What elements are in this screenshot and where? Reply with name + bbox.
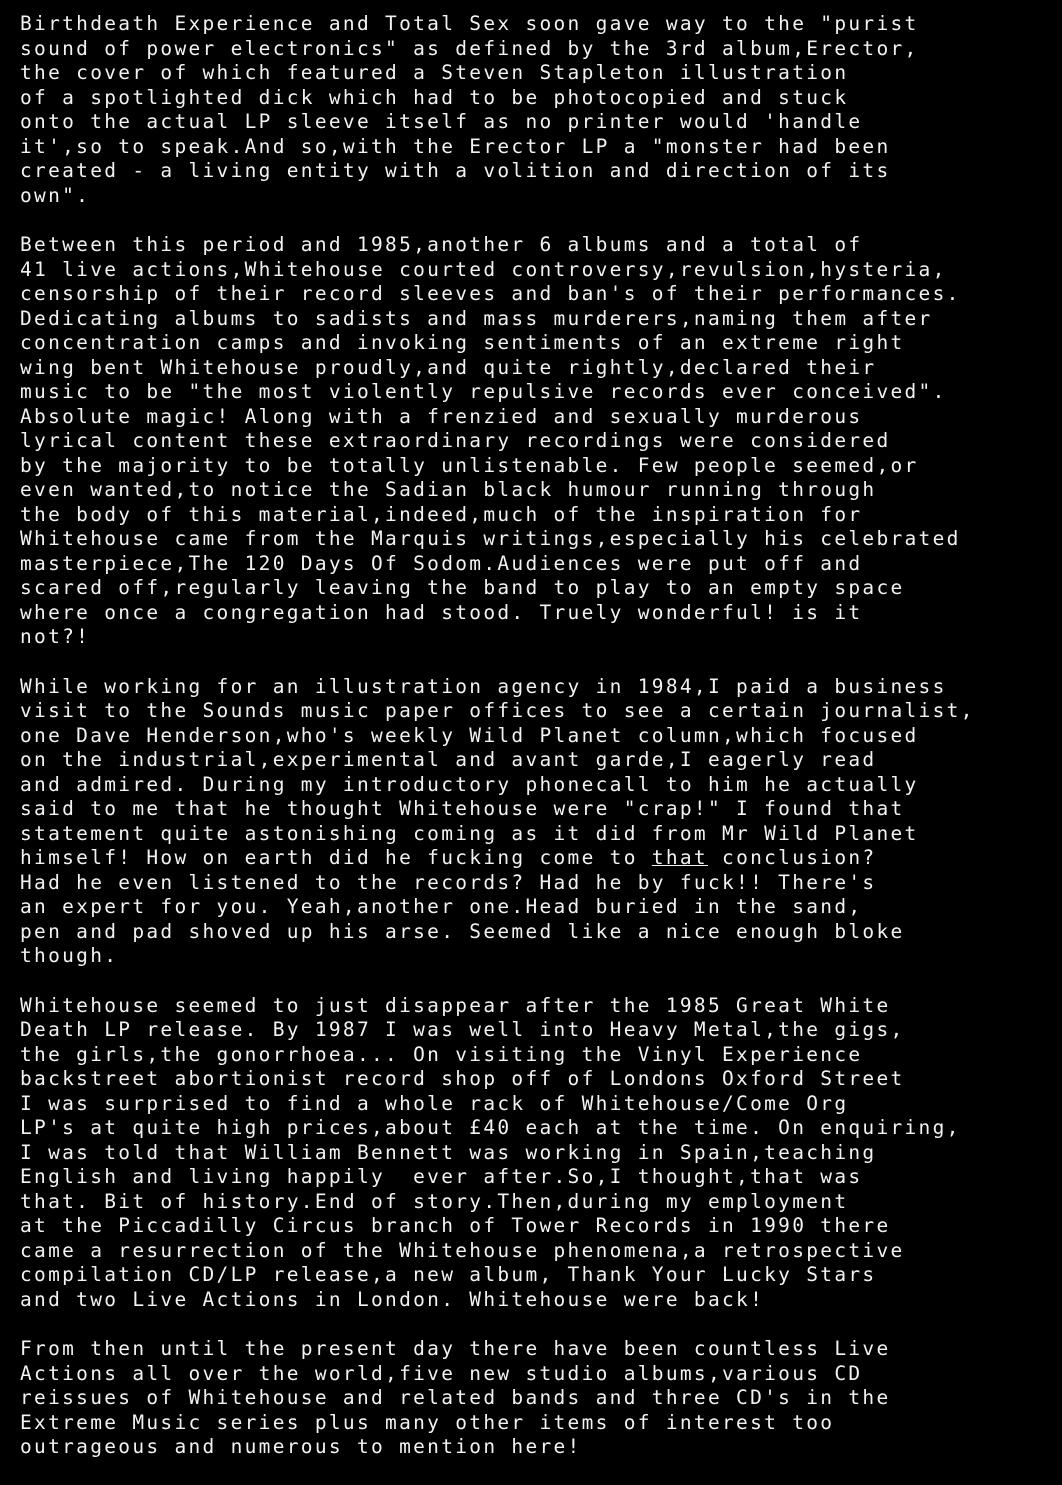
text-line: masterpiece,The 120 Days Of Sodom.Audiences were put off and: [20, 551, 863, 575]
paragraph-1985-period: [20, 233, 1042, 650]
text-line: even wanted,to notice the Sadian black humour running through: [20, 478, 877, 501]
text-line: where once a congregation had stood. Truely wonderful! is it: [20, 600, 863, 624]
text-line: music to be "the most violently repulsive records ever conceived".: [20, 380, 947, 403]
text-line: one Dave Henderson,who's weekly Wild Planet column,which focused: [20, 723, 919, 747]
text-line: Extreme Music series plus many other items of interest too: [20, 1410, 835, 1434]
text-line: Death LP release. By 1987 I was well into Heavy Metal,the gigs,: [20, 1018, 905, 1041]
text-line: 41 live actions,Whitehouse courted controversy,revulsion,hysteria,: [20, 257, 947, 281]
text-line: of a spotlighted dick which had to be photocopied and stuck: [20, 85, 849, 109]
text-line: created - a living entity with a volition and direction of its: [20, 159, 891, 182]
text-line: visit to the Sounds music paper offices to see a certain journalist,: [20, 699, 975, 722]
text-line: said to me that he thought Whitehouse were "crap!" I found that: [20, 797, 905, 820]
text-line: and two Live Actions in London. Whitehouse were back!: [20, 1287, 765, 1311]
text-line: From then until the present day there have been countless Live: [20, 1337, 891, 1360]
text-line: an expert for you. Yeah,another one.Head buried in the sand,: [20, 895, 863, 918]
text-line: though.: [20, 944, 119, 967]
text-line: LP's at quite high prices,about £40 each at the time. On enquiring,: [20, 1116, 961, 1139]
text-line: not?!: [20, 625, 91, 648]
text-line: own".: [20, 183, 91, 207]
text-line: I was told that William Bennett was working in Spain,teaching: [20, 1140, 877, 1164]
text-line: Between this period and 1985,another 6 albums and a total of: [20, 233, 863, 256]
paragraph-sounds-journalist: [20, 675, 1042, 969]
text-line: the girls,the gonorrhoea... On visiting the Vinyl Experience: [20, 1042, 863, 1066]
text-line: backstreet abortionist record shop off of Londons Oxford Street: [20, 1067, 905, 1090]
underlined-word: that: [651, 846, 708, 869]
paragraph-erector: [20, 12, 1042, 208]
text-line: the cover of which featured a Steven Stapleton illustration: [20, 61, 849, 84]
text-line: Whitehouse seemed to just disappear after the 1985 Great White: [20, 993, 891, 1017]
text-line: censorship of their record sleeves and ban's of their performances.: [20, 282, 961, 305]
text-line: Dedicating albums to sadists and mass murderers,naming them after: [20, 306, 933, 330]
text-line: it',so to speak.And so,with the Erector LP a "monster had been: [20, 134, 891, 158]
text-line: by the majority to be totally unlistenable. Few people seemed,or: [20, 453, 919, 477]
text-line: Whitehouse came from the Marquis writings,especially his celebrated: [20, 527, 961, 550]
text-line: compilation CD/LP release,a new album, Thank Your Lucky Stars: [20, 1263, 877, 1286]
text-line: at the Piccadilly Circus branch of Tower Records in 1990 there: [20, 1214, 891, 1237]
text-line: scared off,regularly leaving the band to play to an empty space: [20, 576, 905, 599]
text-line: English and living happily ever after.So,I thought,that was: [20, 1165, 863, 1188]
text-line: came a resurrection of the Whitehouse phenomena,a retrospective: [20, 1238, 905, 1262]
text-line: Absolute magic! Along with a frenzied and sexually murderous: [20, 404, 863, 428]
text-line: I was surprised to find a whole rack of Whitehouse/Come Org: [20, 1091, 849, 1115]
text-line: on the industrial,experimental and avant garde,I eagerly read: [20, 748, 877, 771]
text-line: sound of power electronics" as defined by the 3rd album,Erector,: [20, 36, 919, 60]
text-line: and admired. During my introductory phonecall to him he actually: [20, 772, 919, 796]
text-line: Birthdeath Experience and Total Sex soon gave way to the "purist: [20, 12, 919, 35]
text-line: Actions all over the world,five new studio albums,various CD: [20, 1361, 863, 1385]
text-line: lyrical content these extraordinary recordings were considered: [20, 429, 891, 452]
paragraph-present-day: [20, 1337, 1042, 1460]
text-line: the body of this material,indeed,much of the inspiration for: [20, 502, 863, 526]
text-line: that. Bit of history.End of story.Then,during my employment: [20, 1189, 849, 1213]
text-line: pen and pad shoved up his arse. Seemed like a nice enough bloke: [20, 919, 905, 943]
paragraph-disappearance: [20, 994, 1042, 1313]
text-line: wing bent Whitehouse proudly,and quite rightly,declared their: [20, 355, 877, 379]
text-line: concentration camps and invoking sentiments of an extreme right: [20, 331, 905, 354]
text-line: While working for an illustration agency in 1984,I paid a business: [20, 674, 947, 698]
text-line: outrageous and numerous to mention here!: [20, 1435, 582, 1458]
text-line: reissues of Whitehouse and related bands and three CD's in the: [20, 1386, 891, 1409]
text-line-with-underline: himself! How on earth did he fucking come to that conclusion?: [20, 846, 877, 869]
text-line: onto the actual LP sleeve itself as no printer would 'handle: [20, 110, 863, 133]
text-line: Had he even listened to the records? Had he by fuck!! There's: [20, 870, 877, 894]
text-line: statement quite astonishing coming as it did from Mr Wild Planet: [20, 821, 919, 845]
